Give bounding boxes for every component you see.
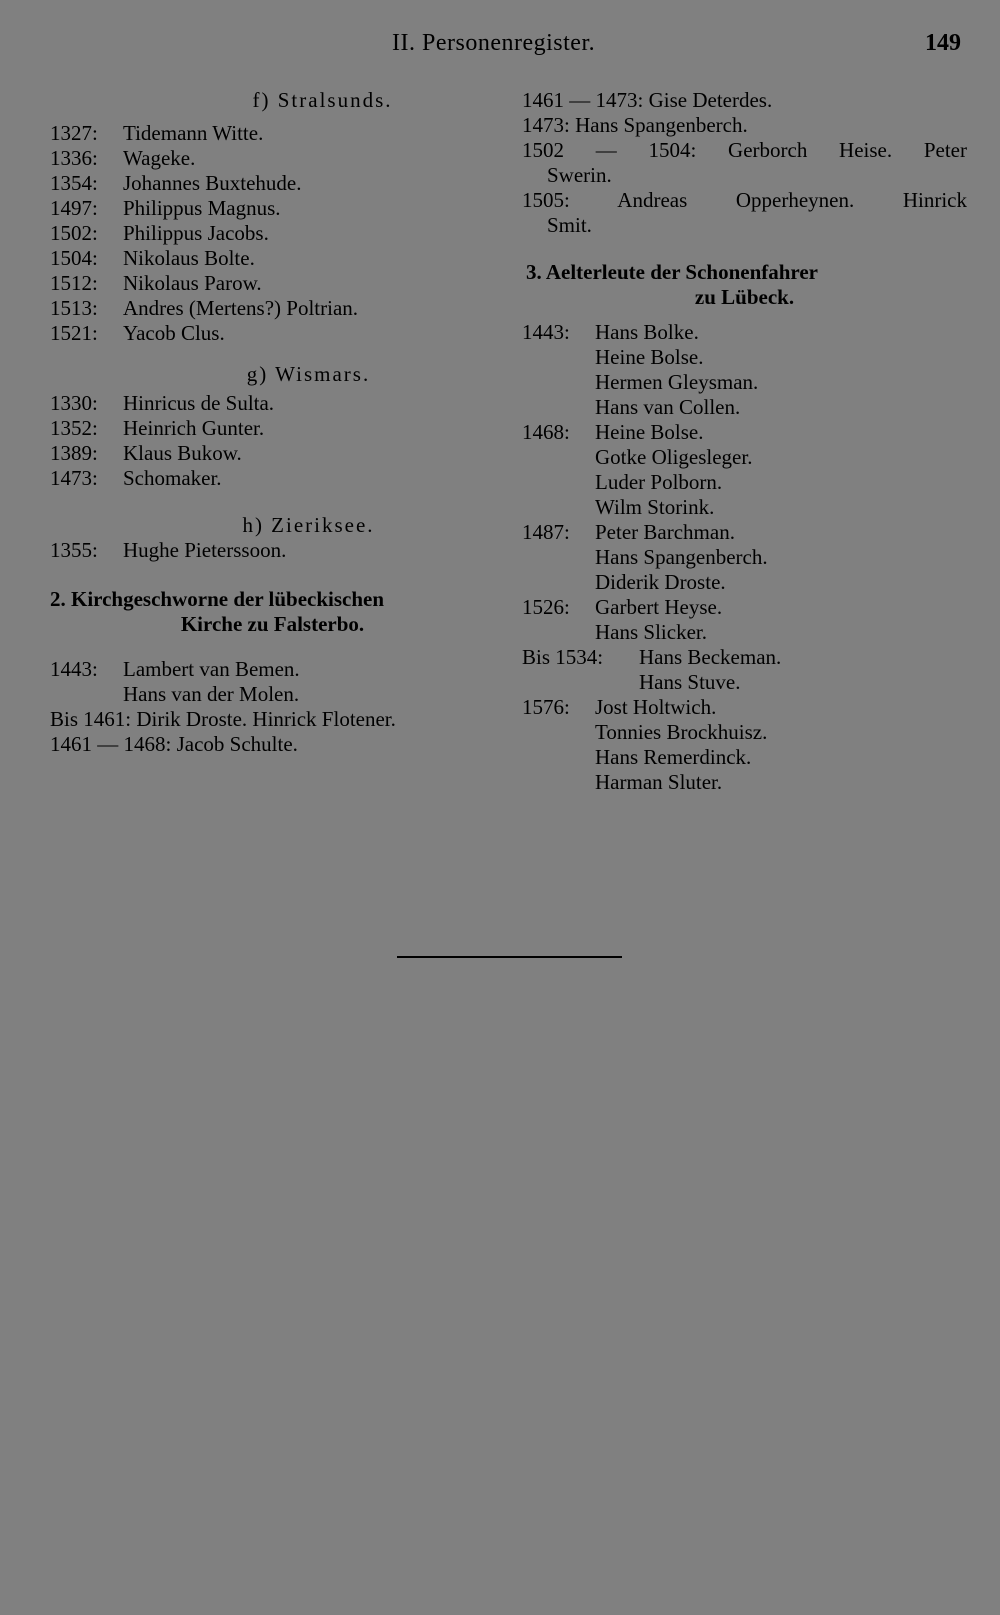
register-entry: 1512: Nikolaus Parow. [50, 271, 262, 295]
register-entry: Diderik Droste. [595, 570, 726, 594]
register-entry: 1521: Yacob Clus. [50, 321, 225, 345]
register-entry: Bis 1461: Dirik Droste. Hinrick Flotener. [50, 707, 396, 731]
register-entry: 1497: Philippus Magnus. [50, 196, 281, 220]
running-header: II. Personenregister. [392, 30, 596, 56]
register-entry: Tonnies Brockhuisz. [595, 720, 768, 744]
register-entry: 1487: Peter Barchman. [522, 520, 735, 544]
register-entry: 1504: Nikolaus Bolte. [50, 246, 255, 270]
register-entry: 1336: Wageke. [50, 146, 196, 170]
register-entry: 1576: Jost Holtwich. [522, 695, 717, 719]
register-entry: Bis 1534: Hans Beckeman. [522, 645, 782, 669]
register-entry: 1473: Hans Spangenberch. [522, 113, 748, 137]
register-entry: Hans Slicker. [595, 620, 707, 644]
section-heading-kirchgeschworne: 2. Kirchgeschworne der lübeckischen Kirche zu Falsterbo. [50, 587, 385, 636]
register-entry: 1468: Heine Bolse. [522, 420, 704, 444]
register-entry: 1355: Hughe Pieterssoon. [50, 538, 287, 562]
subsection-heading-wismar: g) Wismars. [246, 362, 371, 386]
subsection-heading-zieriksee: h) Zieriksee. [242, 513, 375, 537]
register-entry: 1505: Andreas Opperheynen. Hinrick [522, 188, 967, 212]
register-entry: Luder Polborn. [595, 470, 723, 494]
register-entry: 1443: Hans Bolke. [522, 320, 699, 344]
register-entry: 1461 — 1468: Jacob Schulte. [50, 732, 298, 756]
left-column [50, 88, 495, 757]
register-entry: Wilm Storink. [595, 495, 715, 519]
register-entry: 1327: Tidemann Witte. [50, 121, 264, 145]
register-entry: 1473: Schomaker. [50, 466, 222, 490]
register-entry: Hans Spangenberch. [595, 545, 768, 569]
subsection-heading-stralsund: f) Stralsunds. [252, 88, 393, 112]
register-entry: Hans Stuve. [639, 670, 741, 694]
register-entry: 1389: Klaus Bukow. [50, 441, 242, 465]
register-entry: Harman Sluter. [595, 770, 723, 794]
register-entry: 1354: Johannes Buxtehude. [50, 171, 302, 195]
register-entry: 1461 — 1473: Gise Deterdes. [522, 88, 773, 112]
register-entry: Heine Bolse. [595, 345, 704, 369]
register-entry: Hermen Gleysman. [595, 370, 759, 394]
register-entry: 1502 — 1504: Gerborch Heise. Peter [522, 138, 967, 162]
register-entry: Gotke Oligesleger. [595, 445, 753, 469]
register-entry: 1443: Lambert van Bemen. [50, 657, 300, 681]
register-entry: 1513: Andres (Mertens?) Poltrian. [50, 296, 359, 320]
register-entry-continuation: Swerin. [547, 163, 612, 187]
register-entry: 1352: Heinrich Gunter. [50, 416, 265, 440]
page-number: 149 [925, 30, 961, 56]
end-rule [397, 956, 622, 958]
right-column [522, 88, 967, 795]
register-entry: 1502: Philippus Jacobs. [50, 221, 269, 245]
register-entry-continuation: Smit. [547, 213, 592, 237]
register-entry: Hans van Collen. [595, 395, 741, 419]
register-entry: Hans Remerdinck. [595, 745, 752, 769]
register-entry: 1526: Garbert Heyse. [522, 595, 723, 619]
register-entry: Hans van der Molen. [123, 682, 300, 706]
register-entry: 1330: Hinricus de Sulta. [50, 391, 275, 415]
section-heading-aelterleute: 3. Aelterleute der Schonenfahrer zu Lübeck. [526, 260, 819, 309]
